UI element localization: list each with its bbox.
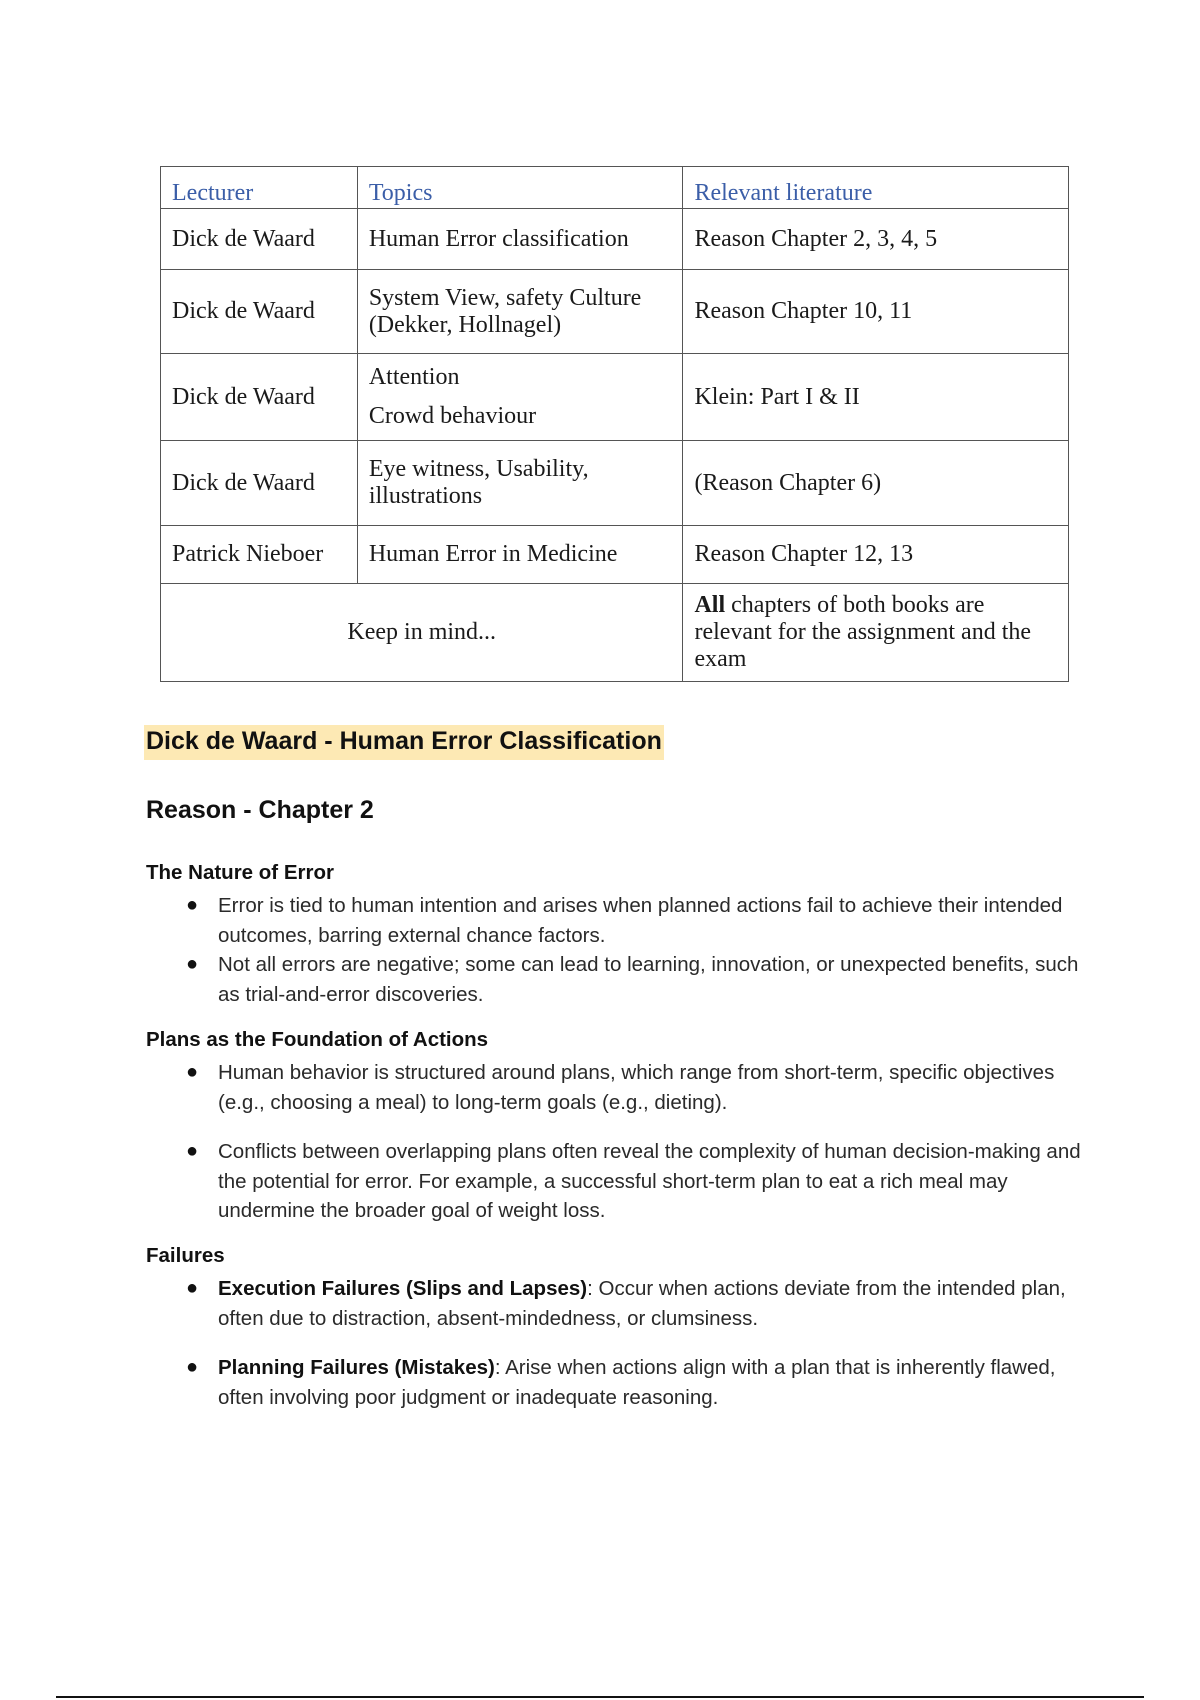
page-footer-rule (56, 1696, 1144, 1698)
table-row (161, 526, 1069, 584)
list-item-text: : Occur when actions deviate from the intended plan, often due to distraction, absent-mindedness, or clumsiness. (218, 1277, 1066, 1330)
section-title-highlight: Dick de Waard - Human Error Classification (144, 725, 664, 760)
bullet-icon: ● (186, 1140, 199, 1162)
list-item (146, 1274, 1096, 1333)
literature-cell: Reason Chapter 12, 13 (683, 526, 1069, 584)
list-item (146, 891, 1096, 950)
lecturer-cell: Dick de Waard (161, 441, 358, 526)
bullet-list (146, 891, 1096, 1009)
bullet-list (146, 1274, 1096, 1412)
topic-line: Attention (368, 364, 460, 390)
list-item-lead: Execution Failures (Slips and Lapses) (218, 1277, 588, 1300)
lecturer-cell: Dick de Waard (161, 270, 358, 354)
list-item (146, 1137, 1096, 1226)
header-lecturer: Lecturer (161, 167, 358, 209)
bullet-icon: ● (186, 1356, 199, 1378)
header-topics: Topics (357, 167, 683, 209)
list-item-text: Error is tied to human intention and arises when planned actions fail to achieve their intended outcomes, barring external chance factors. (218, 894, 1063, 947)
topics-cell: Human Error in Medicine (357, 526, 683, 584)
literature-cell: (Reason Chapter 6) (683, 441, 1069, 526)
section-nature-of-error (146, 861, 1096, 1009)
list-item-text: Human behavior is structured around plans, which range from short-term, specific objectives (e.g., choosing a meal) to long-term goals (e.g., dieting). (218, 1061, 1055, 1114)
section-failures (146, 1244, 1096, 1412)
table-row (161, 441, 1069, 526)
literature-cell: Reason Chapter 2, 3, 4, 5 (683, 209, 1069, 270)
bullet-icon: ● (186, 1061, 199, 1083)
lecturer-cell: Dick de Waard (161, 354, 358, 441)
lecture-literature-table (160, 166, 1069, 682)
final-note-bold: All (694, 592, 726, 618)
bullet-icon: ● (186, 1277, 199, 1299)
list-item (146, 1058, 1096, 1117)
table-header-row (161, 167, 1069, 209)
topics-cell: Eye witness, Usability, illustrations (357, 441, 683, 526)
section-heading: Plans as the Foundation of Actions (146, 1028, 489, 1051)
list-item-text: Not all errors are negative; some can lead to learning, innovation, or unexpected benefits, such as trial-and-error discoveries. (218, 953, 1079, 1006)
bullet-icon: ● (186, 894, 199, 916)
topics-cell: System View, safety Culture (Dekker, Hollnagel) (357, 270, 683, 354)
table-row-keep-in-mind (161, 584, 1069, 682)
section-plans (146, 1028, 1096, 1226)
literature-cell: Klein: Part I & II (683, 354, 1069, 441)
list-item-text: Conflicts between overlapping plans often reveal the complexity of human decision-making and the potential for error. For example, a successful short-term plan to eat a rich meal may undermine the broader goal of weight loss. (218, 1140, 1081, 1222)
chapter-title: Reason - Chapter 2 (146, 796, 374, 824)
table-row (161, 270, 1069, 354)
topics-cell: Human Error classification (357, 209, 683, 270)
table-row (161, 209, 1069, 270)
section-heading: The Nature of Error (146, 861, 334, 884)
list-item-text: : Arise when actions align with a plan that is inherently flawed, often involving poor judgment or inadequate reasoning. (218, 1356, 1056, 1409)
topic-line: Crowd behaviour (368, 403, 537, 429)
header-literature: Relevant literature (683, 167, 1069, 209)
lecturer-cell: Patrick Nieboer (161, 526, 358, 584)
section-heading: Failures (146, 1244, 225, 1267)
bullet-icon: ● (186, 953, 199, 975)
list-item (146, 950, 1096, 1009)
table-row (161, 354, 1069, 441)
final-note-cell (683, 584, 1069, 682)
list-item (146, 1353, 1096, 1412)
lecturer-cell: Dick de Waard (161, 209, 358, 270)
final-note-text: chapters of both books are relevant for the assignment and the exam (694, 592, 1032, 672)
topics-cell (357, 354, 683, 441)
list-item-lead: Planning Failures (Mistakes) (218, 1356, 495, 1379)
literature-cell: Reason Chapter 10, 11 (683, 270, 1069, 354)
bullet-list (146, 1058, 1096, 1226)
keep-in-mind-cell: Keep in mind... (161, 584, 683, 682)
